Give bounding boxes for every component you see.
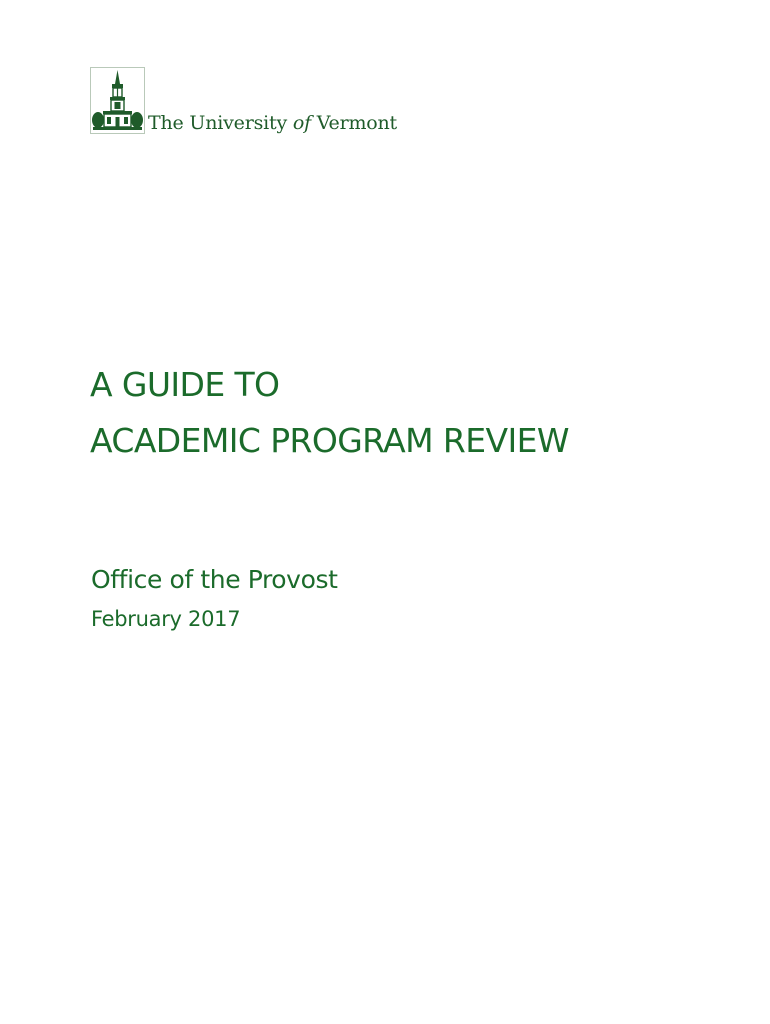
wordmark-vermont: Vermont bbox=[310, 112, 397, 134]
university-tower-icon bbox=[90, 67, 145, 134]
office-name: Office of the Provost bbox=[91, 565, 338, 594]
title-line-1: A GUIDE TO bbox=[90, 365, 280, 404]
wordmark-the-university: The University bbox=[148, 112, 293, 134]
wordmark-of: of bbox=[292, 112, 311, 134]
publication-date: February 2017 bbox=[91, 607, 241, 631]
university-logo bbox=[90, 67, 397, 139]
university-wordmark bbox=[148, 112, 397, 134]
title-line-2: ACADEMIC PROGRAM REVIEW bbox=[90, 421, 569, 460]
document-title bbox=[90, 357, 750, 469]
